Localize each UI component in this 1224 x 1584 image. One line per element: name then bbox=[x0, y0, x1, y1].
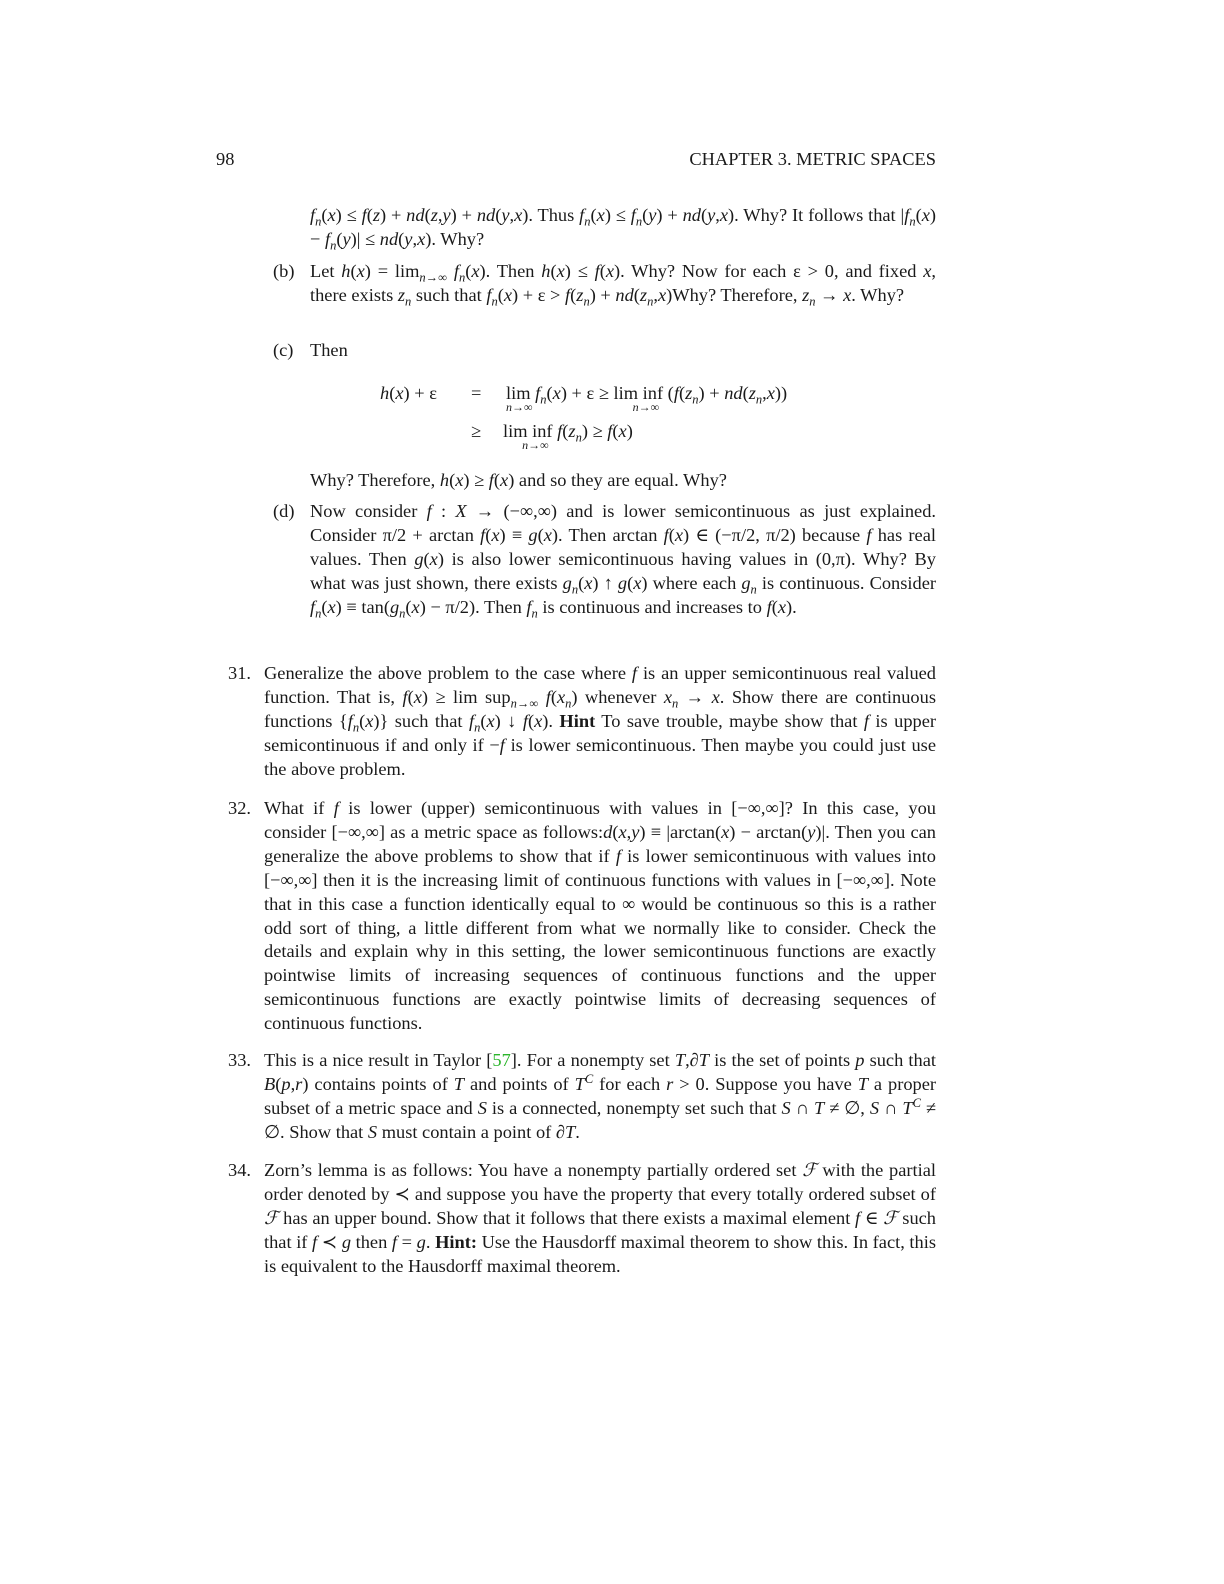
problem-31-number: 31. bbox=[228, 663, 251, 683]
problem-34-number: 34. bbox=[228, 1160, 251, 1180]
equation-equals: = bbox=[471, 383, 482, 403]
problem-32-number: 32. bbox=[228, 798, 251, 818]
problem-34-text: Zorn’s lemma is as follows: You have a nonempty partially ordered set ℱ with the partial order denoted by ≺ and suppose you have the property that every totally ordered subset of ℱ has an upper bound. Show that it follows that there exists a maximal element f ∈ ℱ such that if f ≺ g then f = g. Hint: Use the Hausdorff maximal theorem to show this. In fact, this is equivalent to the Hausdorff maximal theorem. bbox=[264, 1160, 936, 1276]
hint-label-31: Hint bbox=[559, 710, 596, 731]
part-d-text: Now consider f : X → (−∞,∞) and is lower semicontinuous as just explained. Consider π/2 + arctan f(x) ≡ g(x). Then arctan f(x) ∈ (−π/2, π/2) because f has real values. Then g(x) is also lower semicontinuous having values in (0,π). Why? By what was just shown, there exists $g_n(x)$ ↑ g(x) where each $g_n$ is continuous. Consider $f_n(x) \equiv \tan(g_n(x) - \pi/2)$. Then $f_n$ is continuous and increases to f(x). bbox=[310, 501, 937, 621]
citation-link[interactable]: 57 bbox=[492, 1050, 511, 1070]
part-d-label: (d) bbox=[273, 501, 295, 521]
part-b-text: Let $h(x) = \lim_{n\to\infty} f_n(x)$. Then h(x) ≤ f(x). Why? Now for each ε > 0, and fixed x, there exists $z_n$ such that $f_n(x) + \varepsilon > f(z_n) + nd(z_n,x)Why$? Therefore, $z_n \to x$. Why? bbox=[310, 261, 937, 309]
part-c-conclusion: Why? Therefore, h(x) ≥ f(x) and so they are equal. Why? bbox=[310, 470, 727, 490]
running-head: CHAPTER 3. METRIC SPACES bbox=[689, 149, 936, 169]
part-a-tail: $f_n(x) \le f(z) + nd(z,y) + nd(y,x)$. Thus $f_n(x) \le f_n(y) + nd(y,x)$. Why? It follows that $|f_n(x) - f_n(y)| \le nd(y,x)$. Why? bbox=[310, 205, 936, 253]
equation-geq: ≥ bbox=[471, 421, 482, 441]
problem-33-number: 33. bbox=[228, 1050, 251, 1070]
problem-32-text: What if f is lower (upper) semicontinuous with values in [−∞,∞]? In this case, you consider [−∞,∞] as a metric space as follows:d(x,y) ≡ |arctan(x) − arctan(y)|. Then you can generalize the above problems to show that if f is lower semicontinuous with values into [−∞,∞] then it is the increasing limit of continuous functions with values in [−∞,∞]. Note that in this case a function identically equal to ∞ would be continuous so this is a rather odd sort of thing, a little different from what we normally like to consider. Check the details and explain why in this setting, the lower semicontinuous functions are exactly pointwise limits of increasing sequences of continuous functions and the upper semicontinuous functions are exactly pointwise limits of decreasing sequences of continuous functions. bbox=[264, 798, 936, 1034]
equation-row-1: h(x) + ε bbox=[380, 383, 437, 403]
equation-rhs-1: lim n→∞ $f_n(x) + \varepsilon \ge \lim$ inf n→∞ $(f(z_n) + nd(z_n,x))$ bbox=[506, 383, 788, 414]
problem-33-text: This is a nice result in Taylor [57]. For a nonempty set T,∂T is the set of points p such that B(p,r) contains points of T and points of $T^C$ for each r > 0. Suppose you have T a proper subset of a metric space and S is a connected, nonempty set such that S ∩ T ≠ ∅, S ∩ $T^C$ ≠ ∅. Show that S must contain a point of ∂T. bbox=[264, 1050, 937, 1142]
page-header bbox=[216, 148, 936, 174]
part-c-label: (c) bbox=[273, 340, 294, 360]
equation-rhs-2: lim inf n→∞ $f(z_n) \ge f(x)$ bbox=[503, 421, 633, 452]
problem-31-text: Generalize the above problem to the case where f is an upper semicontinuous real valued function. That is, f(x) ≥ lim sup$_{n\to\infty}$ $f(x_n)$ whenever $x_n \to x$. Show there are continuous functions $\{f_n(x)\}$ such that $f_n(x)$ ↓ f(x). Hint To save trouble, maybe show that f is upper semicontinuous if and only if −f is lower semicontinuous. Then maybe you could just use the above problem. bbox=[264, 663, 937, 779]
hint-label-34: Hint: bbox=[435, 1231, 477, 1252]
page-number: 98 bbox=[216, 149, 235, 169]
part-c-intro: Then bbox=[310, 340, 348, 360]
part-b-label: (b) bbox=[273, 261, 295, 281]
